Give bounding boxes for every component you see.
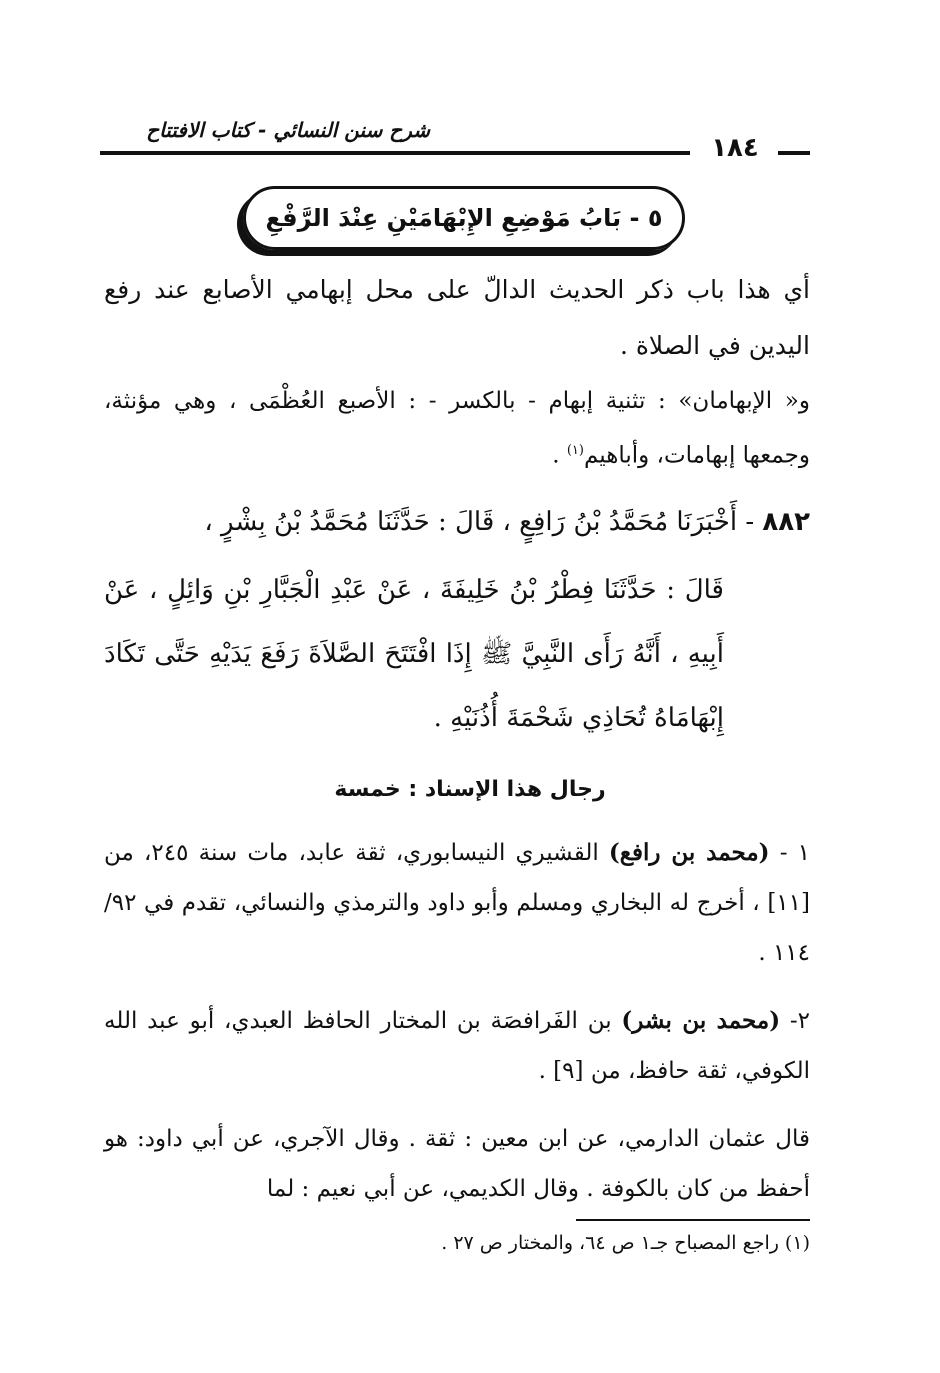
intro-paragraph-2-text: و« الإبهامان» : تثنية إبهام - بالكسر - : الأصبع العُظْمَى ، وهي مؤنثة، وجمعها إبهامات، وأباهيم — [104, 388, 810, 469]
narrators-heading: رجال هذا الإسناد : خمسة — [334, 777, 606, 802]
narrator-2-number: ٢- — [780, 1008, 810, 1034]
hadith-line-1: - أَخْبَرَنَا مُحَمَّدُ بْنُ رَافِعٍ ، قَالَ : حَدَّثَنَا مُحَمَّدُ بْنُ بِشْرٍ ، — [204, 507, 763, 537]
narrator-1 — [104, 828, 810, 978]
intro-paragraph-2 — [104, 376, 810, 481]
header-rule — [100, 151, 690, 155]
page-number-dash — [778, 151, 810, 155]
hadith-first-line — [104, 490, 810, 554]
footnote: (١) راجع المصباح جـ١ ص ٦٤، والمختار ص ٢٧ . — [441, 1232, 810, 1254]
intro-paragraph-1: أي هذا باب ذكر الحديث الدالّ على محل إبهامي الأصابع عند رفع اليدين في الصلاة . — [104, 275, 810, 360]
intro-paragraph-2-end: . — [552, 442, 567, 469]
chapter-title-frame — [243, 186, 685, 250]
narrator-1-text: القشيري النيسابوري، ثقة عابد، مات سنة ٢٤٥، من [١١] ، أخرج له البخاري ومسلم وأبو داود والترمذي والنسائي، تقدم في ٩٢/ ١١٤ . — [104, 840, 810, 966]
chapter-title: ٥ - بَابُ مَوْضِعِ الإِبْهَامَيْنِ عِنْدَ الرَّفْعِ — [265, 204, 663, 232]
hadith-text: قَالَ : حَدَّثَنَا فِطْرُ بْنُ خَلِيفَةَ ، عَنْ عَبْدِ الْجَبَّارِ بْنِ وَائِلٍ ، عَنْ أَبِيهِ ، أَنَّهُ رَأَى النَّبِيَّ ﷺ إِذَا افْتَتَحَ الصَّلاَةَ رَفَعَ يَدَيْهِ حَتَّى تَكَادَ إِبْهَامَاهُ تُحَاذِي شَحْمَةَ أُذُنَيْهِ . — [104, 575, 724, 733]
narrator-2 — [104, 996, 810, 1096]
footnote-rule — [576, 1219, 810, 1221]
narrator-2-text: بن الفَرافصَة بن المختار الحافظ العبدي، أبو عبد الله الكوفي، ثقة حافظ، من [٩] . — [104, 1008, 810, 1084]
narrator-2-name: (محمد بن بشر) — [621, 1007, 781, 1034]
hadith-number: ٨٨٢ — [762, 507, 810, 537]
footnote-reference: (١) — [566, 443, 584, 458]
page-number: ١٨٤ — [711, 133, 759, 163]
narrator-1-number: ١ - — [769, 840, 810, 866]
running-header: شرح سنن النسائي - كتاب الافتتاح — [146, 118, 430, 142]
narrator-2-commentary: قال عثمان الدارمي، عن ابن معين : ثقة . وقال الآجري، عن أبي داود: هو أحفظ من كان بالكوفة . وقال الكديمي، عن أبي نعيم : لما — [104, 1126, 810, 1202]
narrator-1-name: (محمد بن رافع) — [608, 839, 770, 866]
